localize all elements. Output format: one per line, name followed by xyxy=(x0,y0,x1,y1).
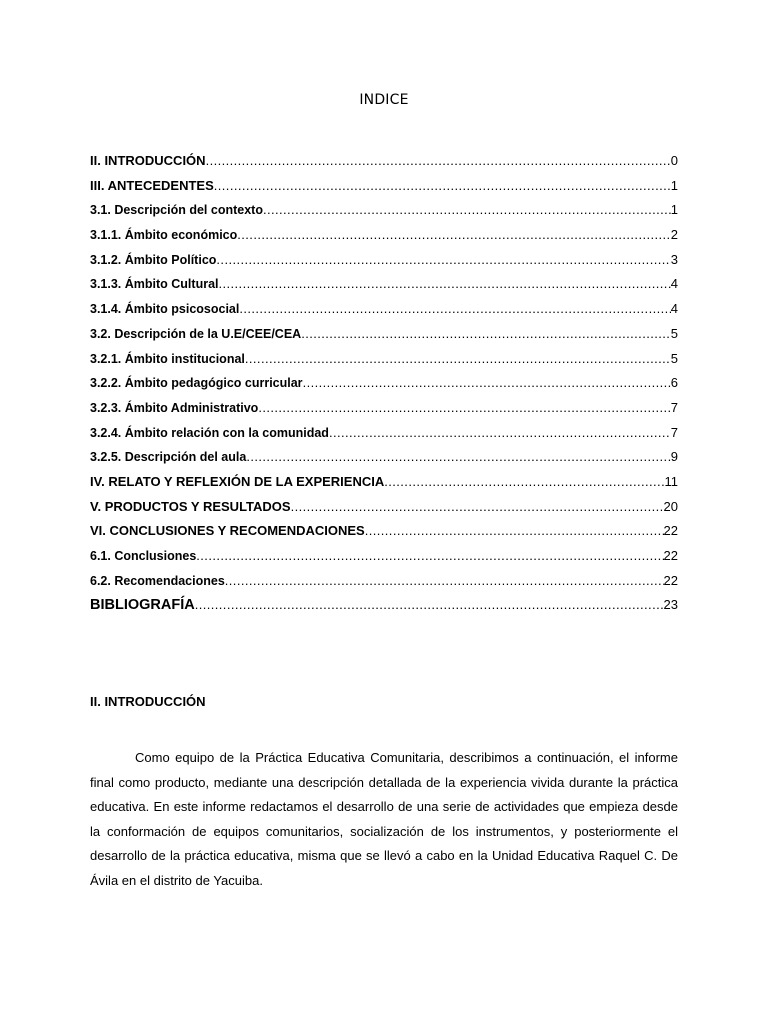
toc-dot-leader xyxy=(246,449,670,464)
toc-entry-label: VI. CONCLUSIONES Y RECOMENDACIONES xyxy=(90,523,365,539)
toc-entry[interactable] xyxy=(90,202,678,227)
toc-entry-page-number: 5 xyxy=(670,350,678,366)
toc-entry-page-number: 6 xyxy=(670,375,678,391)
toc-entry[interactable] xyxy=(90,523,678,548)
toc-entry[interactable] xyxy=(90,449,678,474)
toc-dot-leader xyxy=(384,474,664,489)
toc-entry[interactable] xyxy=(90,153,678,178)
toc-dot-leader xyxy=(365,523,664,538)
toc-entry-page-number: 22 xyxy=(663,523,678,539)
toc-entry-label: 3.1.1. Ámbito económico xyxy=(90,228,238,243)
toc-entry-label: 3.2. Descripción de la U.E/CEE/CEA xyxy=(90,326,302,341)
toc-dot-leader xyxy=(195,597,664,612)
table-of-contents xyxy=(90,153,678,622)
toc-entry-page-number: 20 xyxy=(663,498,678,514)
toc-entry-label: 6.2. Recomendaciones xyxy=(90,573,225,588)
toc-entry-label: 6.1. Conclusiones xyxy=(90,549,197,563)
toc-dot-leader xyxy=(239,301,670,316)
toc-entry-page-number: 7 xyxy=(670,399,678,415)
toc-entry-label: 3.2.2. Ámbito pedagógico curricular xyxy=(90,376,303,391)
toc-entry-label: 3.1. Descripción del contexto xyxy=(90,203,263,218)
toc-entry-label: 3.1.2. Ámbito Político xyxy=(90,252,217,267)
toc-dot-leader xyxy=(216,252,670,267)
toc-dot-leader xyxy=(206,153,671,168)
toc-dot-leader xyxy=(263,202,671,217)
toc-entry[interactable] xyxy=(90,474,678,499)
toc-dot-leader xyxy=(196,548,663,563)
toc-entry[interactable] xyxy=(90,178,678,203)
toc-entry-label: 3.2.5. Descripción del aula xyxy=(90,450,247,465)
toc-title: INDICE xyxy=(359,92,409,108)
toc-entry[interactable] xyxy=(90,400,678,425)
toc-entry[interactable] xyxy=(90,597,678,622)
toc-entry[interactable] xyxy=(90,301,678,326)
toc-dot-leader xyxy=(245,351,671,366)
toc-entry[interactable] xyxy=(90,351,678,376)
toc-entry-label: II. INTRODUCCIÓN xyxy=(90,153,206,168)
toc-entry-label: 3.1.4. Ámbito psicosocial xyxy=(90,302,240,317)
toc-entry-label: V. PRODUCTOS Y RESULTADOS xyxy=(90,498,291,514)
toc-entry[interactable] xyxy=(90,499,678,524)
toc-entry-label: IV. RELATO Y REFLEXIÓN DE LA EXPERIENCIA xyxy=(90,473,385,489)
introduction-paragraph: Como equipo de la Práctica Educativa Comunitaria, describimos a continuación, el informe final como producto, mediante una descripción detallada de la experiencia vivida durante la práctica educativa. En este informe redactamos el desarrollo de una serie de actividades que empieza desde la conformación de equipos comunitarios, socialización de los instrumentos, y posteriormente el desarrollo de la práctica educativa, misma que se llevó a cabo en la Unidad Educativa Raquel C. De Ávila en el distrito de Yacuiba. xyxy=(90,750,678,888)
toc-dot-leader xyxy=(291,499,664,514)
toc-entry-page-number: 3 xyxy=(670,251,678,267)
toc-entry-page-number: 22 xyxy=(663,548,678,563)
toc-entry[interactable] xyxy=(90,276,678,301)
toc-entry[interactable] xyxy=(90,375,678,400)
toc-entry-label: III. ANTECEDENTES xyxy=(90,177,214,193)
toc-dot-leader xyxy=(258,400,670,415)
toc-dot-leader xyxy=(237,227,671,242)
toc-entry-page-number: 4 xyxy=(670,301,678,317)
toc-entry-page-number: 23 xyxy=(663,597,678,613)
toc-entry[interactable] xyxy=(90,252,678,277)
toc-entry-page-number: 0 xyxy=(670,153,678,168)
toc-entry[interactable] xyxy=(90,425,678,450)
introduction-heading: II. INTRODUCCIÓN xyxy=(90,694,206,709)
toc-entry[interactable] xyxy=(90,326,678,351)
toc-entry-page-number: 9 xyxy=(670,449,678,465)
toc-entry-page-number: 1 xyxy=(670,177,678,193)
toc-entry-label: 3.1.3. Ámbito Cultural xyxy=(90,277,219,292)
toc-entry[interactable] xyxy=(90,548,678,573)
toc-dot-leader xyxy=(329,425,671,440)
toc-entry-page-number: 7 xyxy=(670,424,678,440)
toc-dot-leader xyxy=(214,178,671,193)
toc-entry-page-number: 11 xyxy=(664,473,678,489)
toc-entry-label: 3.2.3. Ámbito Administrativo xyxy=(90,400,259,415)
toc-entry-page-number: 22 xyxy=(663,572,678,588)
toc-entry[interactable] xyxy=(90,227,678,252)
toc-entry-page-number: 4 xyxy=(670,276,678,292)
toc-entry-page-number: 2 xyxy=(670,227,678,243)
toc-entry-label: 3.2.4. Ámbito relación con la comunidad xyxy=(90,425,329,440)
toc-dot-leader xyxy=(219,276,671,291)
toc-entry-label: BIBLIOGRAFÍA xyxy=(90,597,195,614)
toc-entry-page-number: 5 xyxy=(670,325,678,341)
toc-entry[interactable] xyxy=(90,573,678,598)
toc-dot-leader xyxy=(301,326,671,341)
toc-entry-page-number: 1 xyxy=(670,202,678,218)
toc-dot-leader xyxy=(303,375,671,390)
toc-entry-label: 3.2.1. Ámbito institucional xyxy=(90,351,245,366)
toc-dot-leader xyxy=(225,573,664,588)
